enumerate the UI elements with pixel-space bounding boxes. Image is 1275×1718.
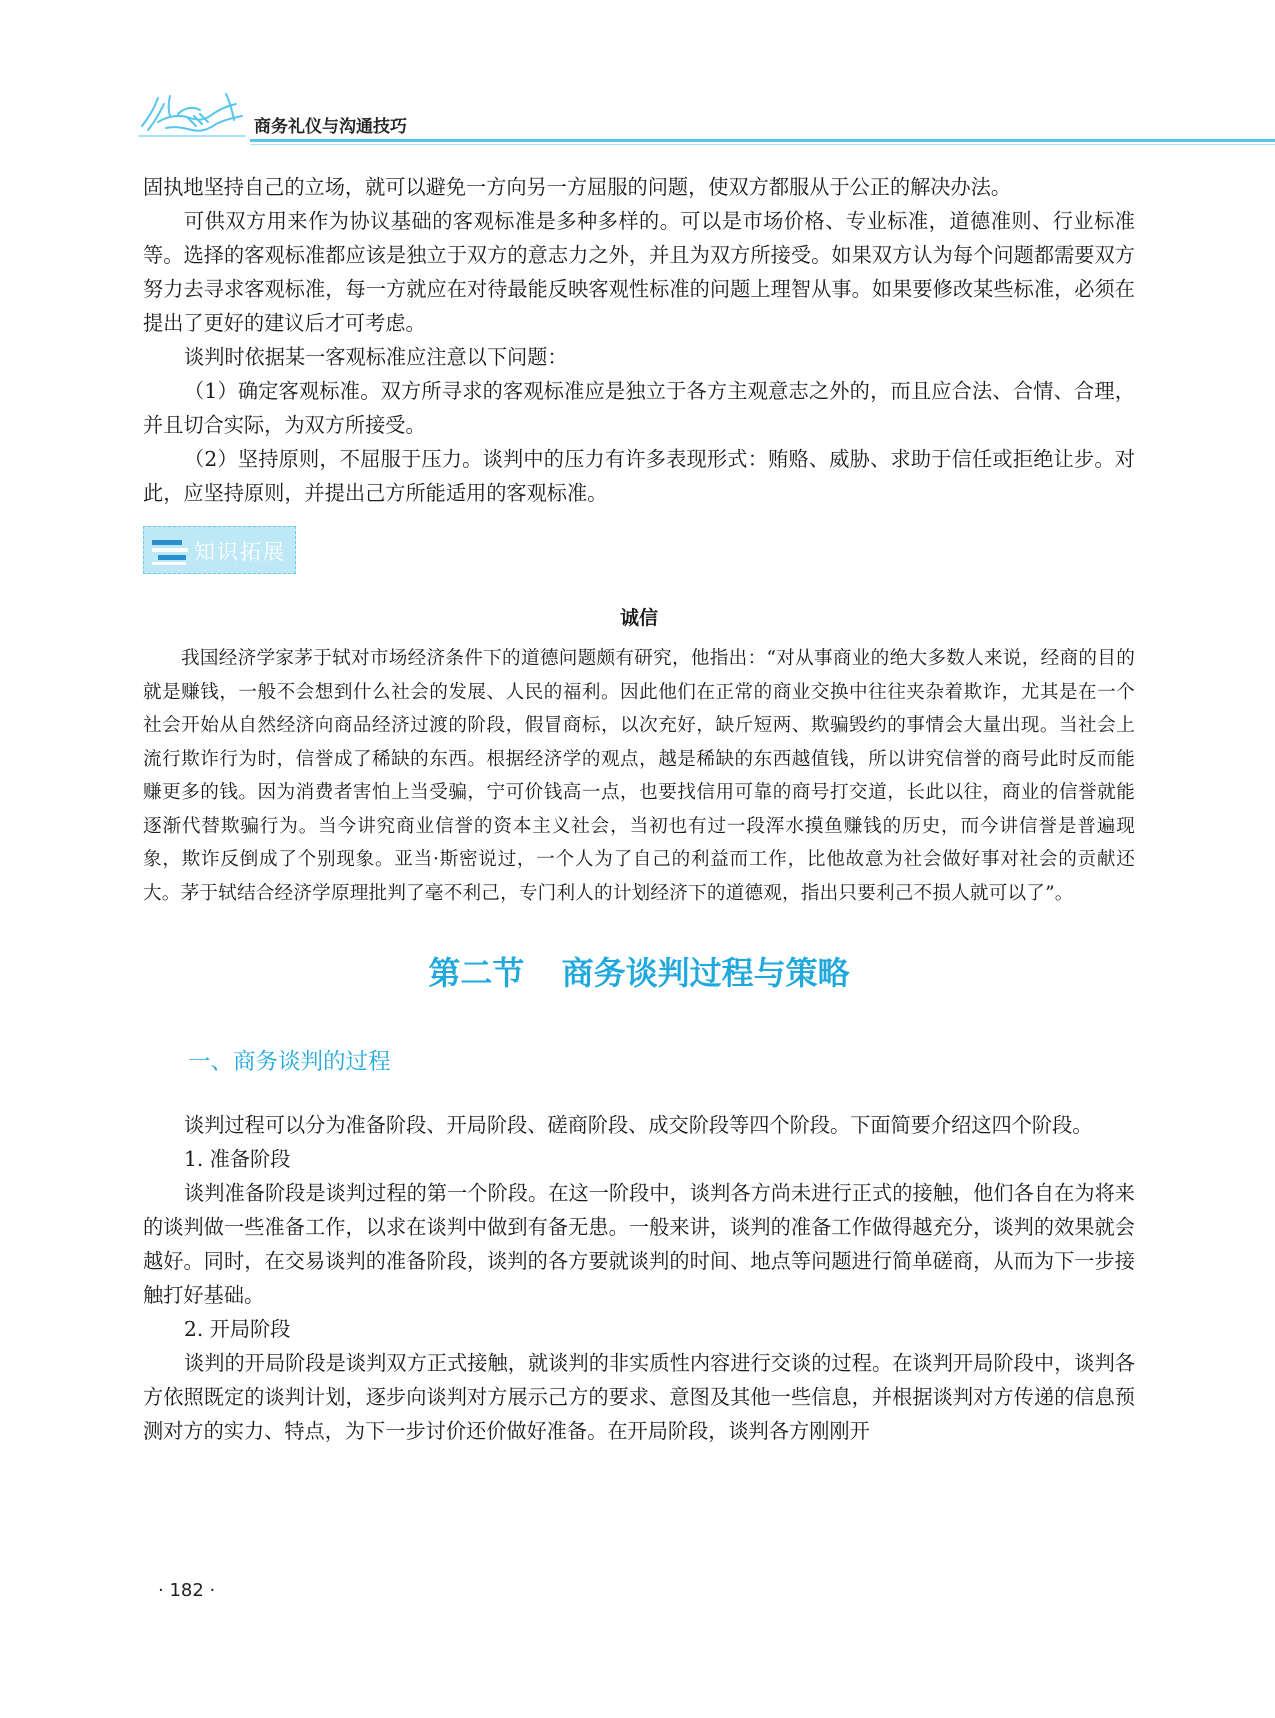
subsection-title: 一、商务谈判的过程 [188,1049,391,1075]
page-number: · 182 · [158,1580,216,1601]
paragraph-process-intro: 谈判过程可以分为准备阶段、开局阶段、磋商阶段、成交阶段等四个阶段。下面简要介绍这四个阶段。 [184,1113,1093,1137]
stage-heading-preparation: 1. 准备阶段 [184,1147,291,1171]
paragraph-objective-standards: 可供双方用来作为协议基础的客观标准是多种多样的。可以是市场价格、专业标准，道德准则、行业标准等。选择的客观标准都应该是独立于双方的意志力之外，并且为双方所接受。如果双方认为每个问题都需要双方努力去寻求客观标准，每一方就应在对待最能反映客观性标准的问题上理智从事。如果要修改某些标准，必须在提出了更好的建议后才可考虑。 [143,209,1135,335]
extension-title: 诚信 [619,607,658,629]
paragraph-attention-intro: 谈判时依据某一客观标准应注意以下问题： [184,345,568,369]
paragraph-continuation: 固执地坚持自己的立场，就可以避免一方向另一方屈服的问题，使双方都服从于公正的解决办法。 [143,175,1012,199]
knowledge-extension-label: 知识拓展 [194,540,286,564]
paragraph-point-2: （2）坚持原则，不屈服于压力。谈判中的压力有许多表现形式：贿赂、威胁、求助于信任或拒绝让步。对此，应坚持原则，并提出己方所能适用的客观标准。 [143,447,1135,505]
header-rule [250,139,1275,142]
paragraph-opening: 谈判的开局阶段是谈判双方正式接触，就谈判的非实质性内容进行交谈的过程。在谈判开局阶段中，谈判各方依照既定的谈判计划，逐步向谈判对方展示己方的要求、意图及其他一些信息，并根据谈判对方传递的信息预测对方的实力、特点，为下一步讨价还价做好准备。在开局阶段，谈判各方刚刚开 [143,1351,1135,1443]
knowledge-extension-box [143,526,296,574]
extension-body: 我国经济学家茅于轼对市场经济条件下的道德问题颇有研究，他指出：“对从事商业的绝大多数人来说，经商的目的就是赚钱，一般不会想到什么社会的发展、人民的福利。因此他们在正常的商业交换中往往夹杂着欺诈，尤其是在一个社会开始从自然经济向商品经济过渡的阶段，假冒商标，以次充好，缺斤短两、欺骗毁约的事情会大量出现。当社会上流行欺诈行为时，信誉成了稀缺的东西。根据经济学的观点，越是稀缺的东西越值钱，所以讲究信誉的商号此时反而能赚更多的钱。因为消费者害怕上当受骗，宁可价钱高一点，也要找信用可靠的商号打交道，长此以往，商业的信誉就能逐渐代替欺骗行为。当今讲究商业信誉的资本主义社会，当初也有过一段浑水摸鱼赚钱的历史，而今讲信誉是普遍现象，欺诈反倒成了个别现象。亚当·斯密说过，一个人为了自己的利益而工作，比他故意为社会做好事对社会的贡献还大。茅于轼结合经济学原理批判了毫不利己，专门利人的计划经济下的道德观，指出只要利己不损人就可以了”。 [143,648,1135,904]
paragraph-preparation: 谈判准备阶段是谈判过程的第一个阶段。在这一阶段中，谈判各方尚未进行正式的接触，他们各自在为将来的谈判做一些准备工作，以求在谈判中做到有备无患。一般来讲，谈判的准备工作做得越充分，谈判的效果就会越好。同时，在交易谈判的准备阶段，谈判的各方要就谈判的时间、地点等问题进行简单磋商，从而为下一步接触打好基础。 [143,1181,1135,1307]
header-rule-thin [250,144,1275,145]
section-title: 第二节 商务谈判过程与策略 [428,954,850,992]
running-header-title: 商务礼仪与沟通技巧 [254,117,407,137]
book-icon [150,536,190,566]
stage-heading-opening: 2. 开局阶段 [184,1317,291,1341]
page-content [143,170,1135,1448]
paragraph-point-1: （1）确定客观标准。双方所寻求的客观标准应是独立于各方主观意志之外的，而且应合法、合情、合理，并且切合实际，为双方所接受。 [143,379,1135,437]
handshake-logo-icon [138,86,246,142]
page-header [0,72,1275,152]
